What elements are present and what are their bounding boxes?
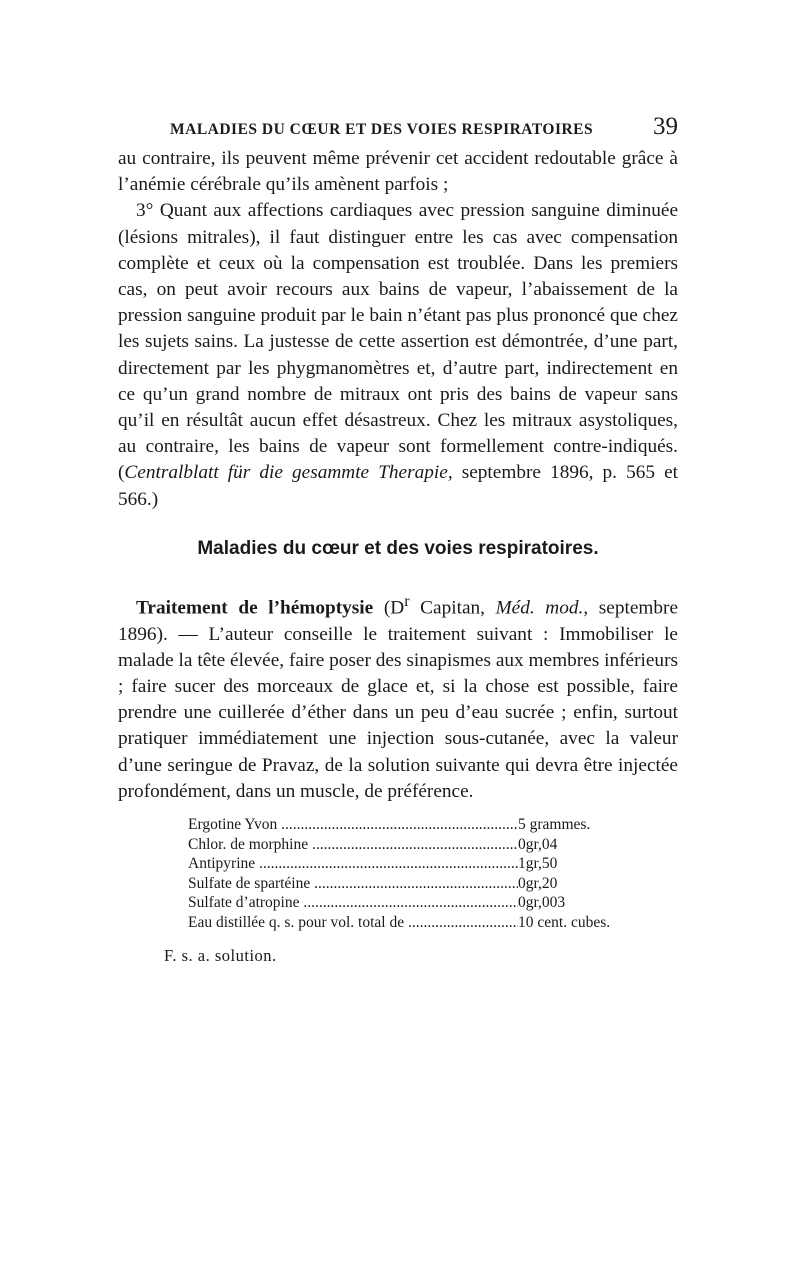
formula-dose: 1gr,50 [518, 855, 558, 873]
formula-dose: 5 grammes. [518, 816, 591, 834]
formula-dose: 0gr,04 [518, 835, 558, 853]
doctor-abbrev: D [390, 597, 405, 619]
paragraph-cardiac-text: 3° Quant aux affections cardiaques avec pression sanguine diminuée (lésions mitrales), il faut distinguer entre les cas avec compensation complète et ceux où la compensation est troublée. Dans les premiers cas, on peut avoir recours aux bains de vapeur, l’abaissement de la pression sanguine produit par le bain n’étant pas plus prononcé que chez les sujets sains. La justesse de cette assertion est démontrée, d’une part, directement par les phygmanomètres et, d’autre part, indirectement en ce qu’un grand nombre de mitraux ont pris des bains de vapeur sans qu’il en résultât aucun effet désastreux. Chez les mitraux asystoliques, au contraire, les bains de vapeur sont formellement contre-indiqués. ( [118, 200, 678, 484]
running-title: MALADIES DU CŒUR ET DES VOIES RESPIRATOIRES [170, 121, 594, 138]
section-heading: Maladies du cœur et des voies respiratoires. [197, 537, 599, 559]
formula-row [188, 854, 678, 874]
formula-drug: Sulfate de spartéine ..... [188, 874, 518, 894]
formula-row [188, 835, 678, 855]
formula-row [188, 874, 678, 894]
paragraph-cardiac [118, 198, 678, 512]
journal-name: Méd. mod. [495, 597, 584, 619]
formula-drug: Chlor. de morphine ..... [188, 835, 518, 855]
formula-drug: Ergotine Yvon ..... [188, 815, 518, 835]
formula-drug: Sulfate d’atropine ..... [188, 893, 518, 913]
article-lead: Traitement de l’hémoptysie [136, 597, 374, 619]
body-text [118, 146, 678, 969]
doctor-sup: r [404, 593, 410, 611]
formula-dose: 10 cent. cubes. [518, 914, 611, 932]
paragraph-continuation: au contraire, ils peuvent même prévenir cet accident redoutable grâce à l’anémie cérébrale qu’ils amènent parfois ; [118, 148, 678, 196]
formula-drug: Eau distillée q. s. pour vol. total de ..... [188, 913, 518, 933]
prescription-formula [118, 815, 678, 933]
closing-instruction: F. s. a. solution. [164, 945, 277, 965]
page-number: 39 [653, 113, 678, 140]
citation-details: , septembre 1896, p. 565 et 566.) [118, 462, 678, 510]
formula-row [188, 913, 678, 933]
author-name: Capitan, [409, 597, 496, 619]
formula-row [188, 893, 678, 913]
formula-drug: Antipyrine ..... [188, 854, 518, 874]
formula-dose: 0gr,20 [518, 874, 558, 892]
formula-dose: 0gr,003 [518, 894, 566, 912]
source-citation: Centralblatt für die gesammte Therapie [124, 462, 448, 484]
article-hemoptysis: Traitement de l’hémoptysie ($D^r$ Capitan, Méd. mod., septembre 1896). — L’auteur conseille le traitement suivant : Immobiliser le malade la tête élevée, faire poser des sinapismes aux membres inférieurs ; faire sucer des morceaux de glace et, si la chose est possible, faire prendre une cuillerée d’éther dans un peu d’eau sucrée ; enfin, surtout pratiquer immédiatement une injection sous-cutanée, avec la valeur d’une seringue de Pravaz, de la solution suivante qui devra être injectée profondément, dans un muscle, de préférence. [118, 593, 678, 802]
running-head [118, 113, 678, 143]
article-body: , septembre 1896). — L’auteur conseille le traitement suivant : Immobiliser le malade la tête élevée, faire poser des sinapismes aux membres inférieurs ; faire sucer des morceaux de glace et, si la chose est possible, faire prendre une cuillerée d’éther dans un peu d’eau sucrée ; enfin, surtout pratiquer immédiatement une injection sous-cutanée, avec la valeur d’une seringue de Pravaz, de la solution suivante qui devra être injectée profondément, dans un muscle, de préférence. [118, 597, 678, 802]
formula-row [188, 815, 678, 835]
